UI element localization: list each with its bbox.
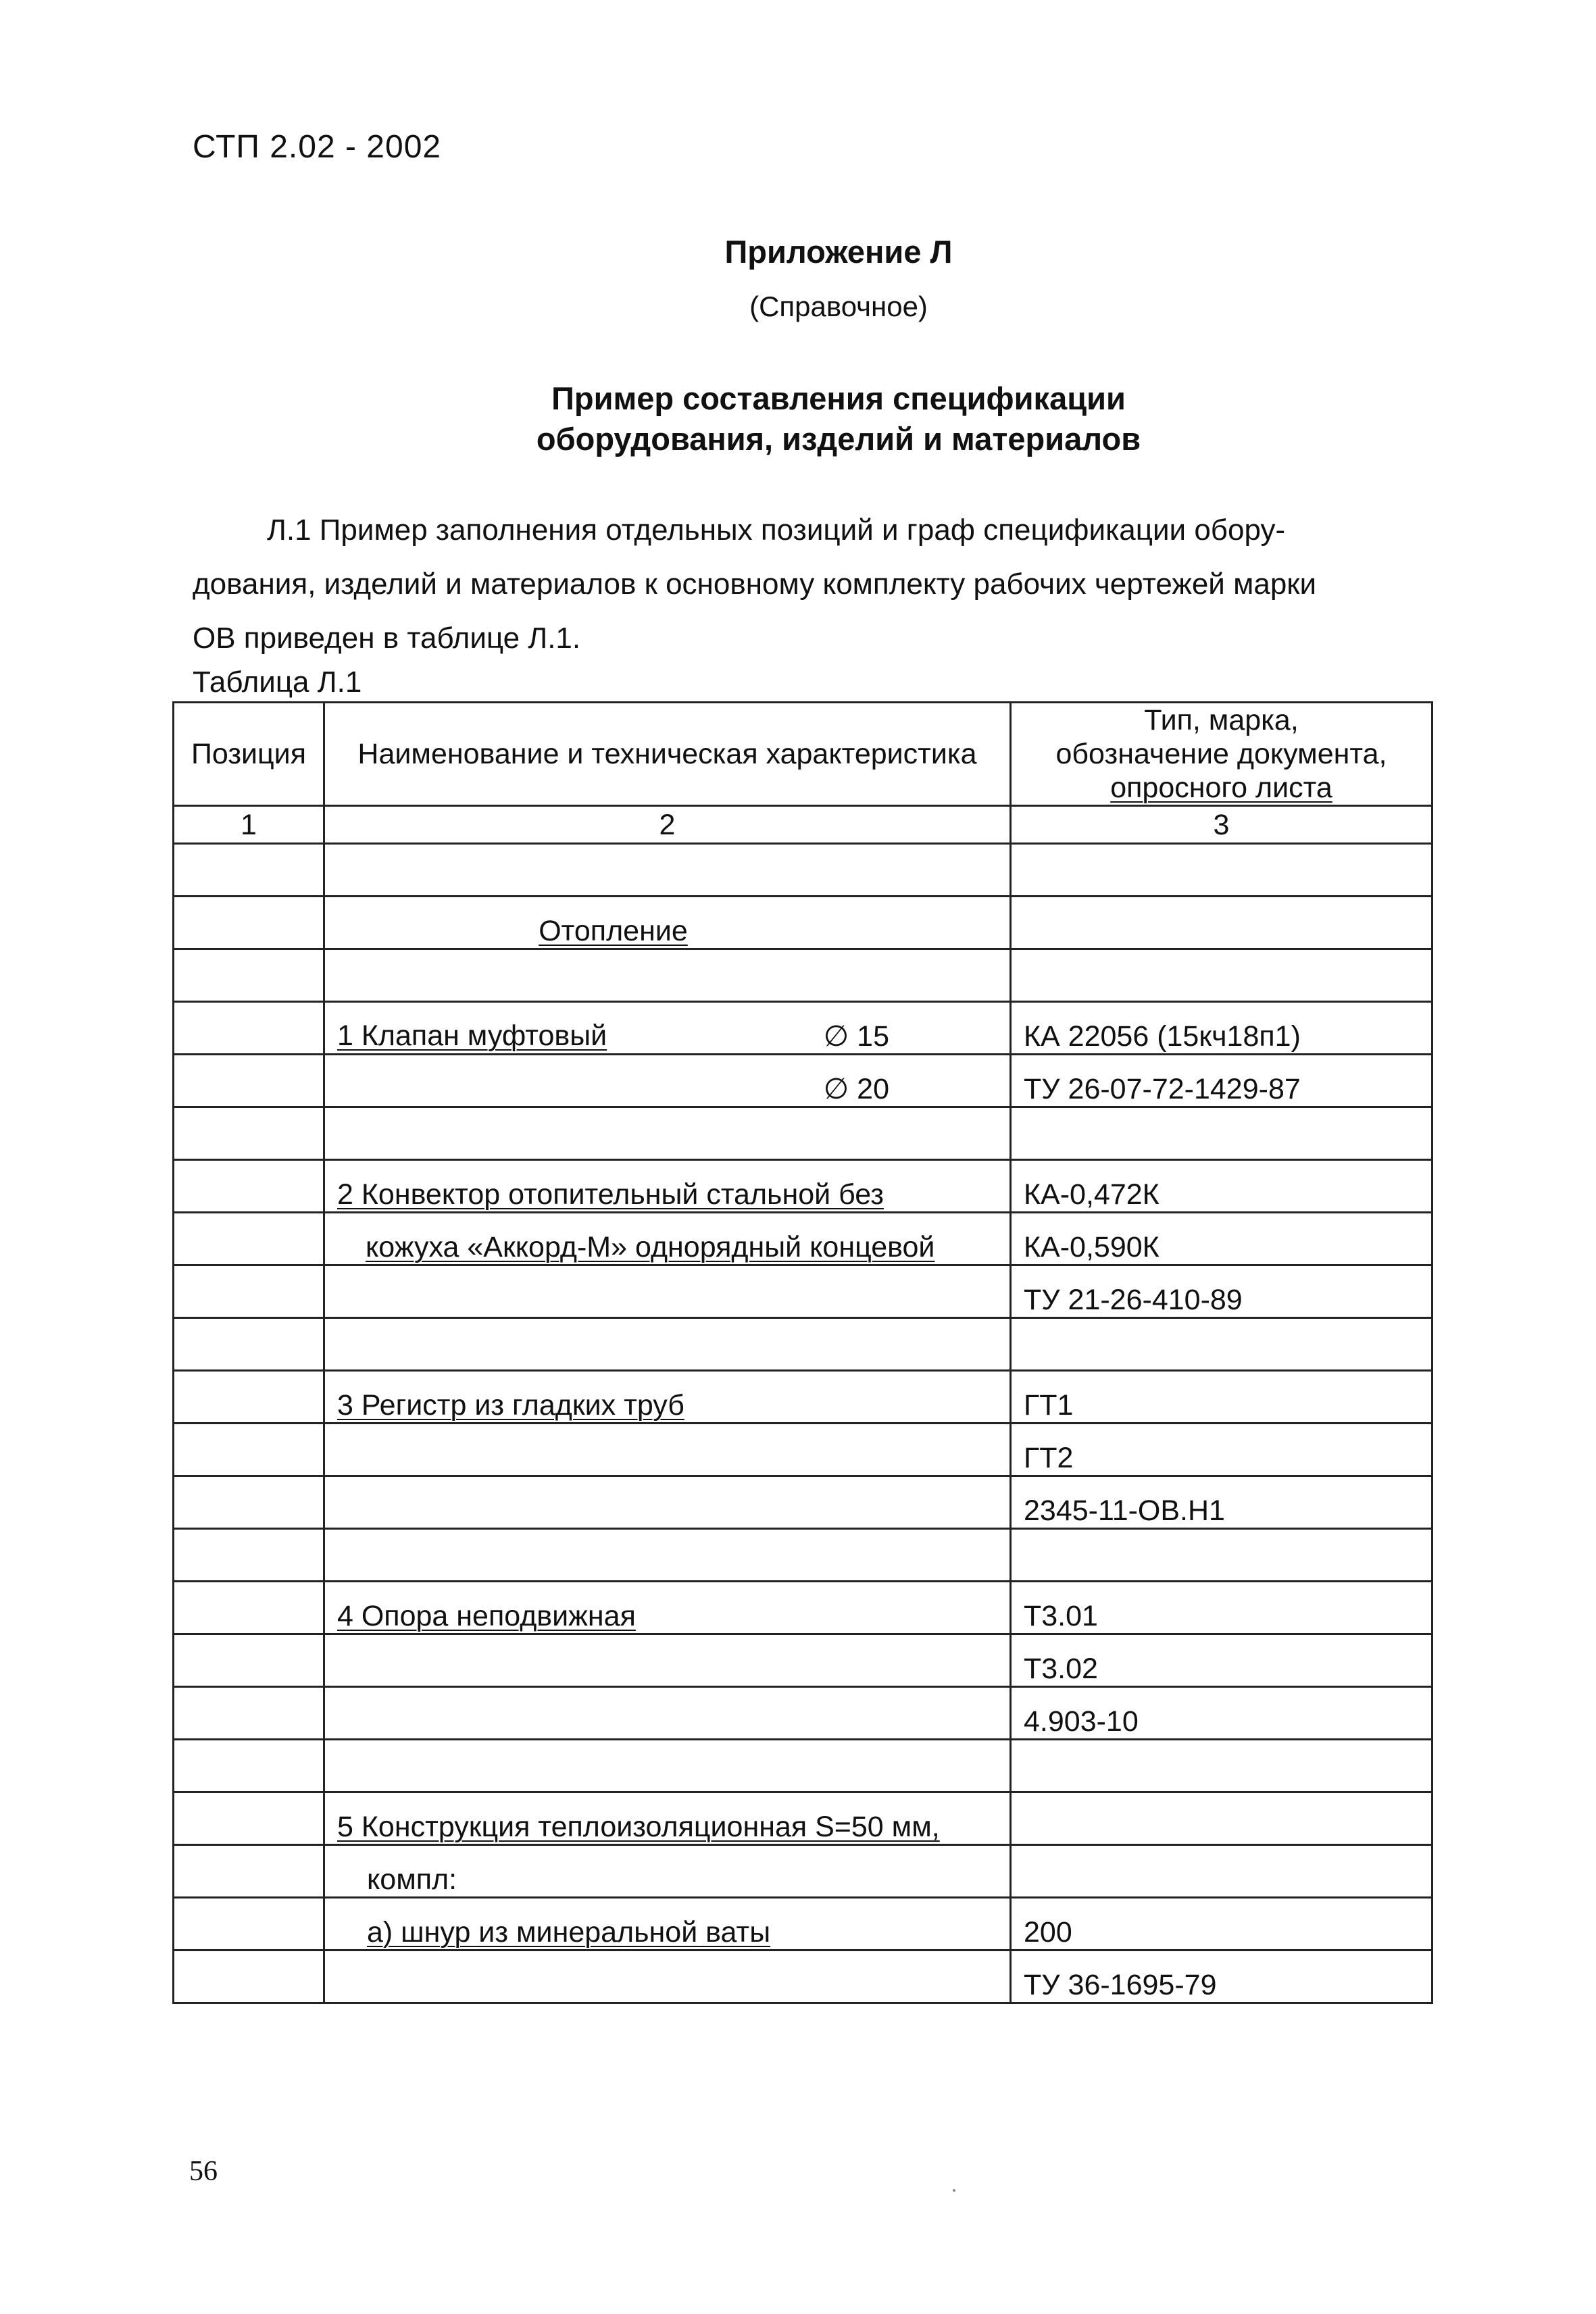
cell-type: ГТ2	[1011, 1424, 1432, 1476]
table-row	[174, 1160, 1432, 1213]
cell-name-content	[337, 1178, 997, 1211]
item-name: 5 Конструкция теплоизоляционная S=50 мм,	[337, 1811, 940, 1843]
column-number: 2	[324, 806, 1011, 844]
item-name: 1 Клапан муфтовый	[337, 1020, 607, 1052]
cell-position	[174, 1424, 324, 1476]
cell-type: ТУ 26-07-72-1429-87	[1011, 1055, 1432, 1107]
cell-name-content	[337, 1072, 997, 1106]
item-name: Отопление	[539, 915, 688, 947]
table-row	[174, 1002, 1432, 1055]
table-caption: Таблица Л.1	[193, 665, 362, 699]
item-diameter	[889, 1389, 997, 1422]
cell-name-content	[337, 915, 997, 948]
column-number-row	[174, 806, 1432, 844]
main-title-line-1: Пример составления спецификации	[551, 380, 1126, 416]
item-diameter	[940, 1811, 1011, 1844]
table-row	[174, 1424, 1432, 1476]
paragraph-line-2: дования, изделий и материалов к основному комплекту рабочих чертежей марки	[193, 568, 1317, 601]
cell-name	[324, 949, 1011, 1002]
cell-type: КА-0,590К	[1011, 1213, 1432, 1265]
cell-type: Т3.01	[1011, 1582, 1432, 1634]
cell-position	[174, 1055, 324, 1107]
cell-name	[324, 1055, 1011, 1107]
cell-position	[174, 1582, 324, 1634]
table-row	[174, 1951, 1432, 2003]
cell-name	[324, 1845, 1011, 1898]
cell-position	[174, 1371, 324, 1424]
cell-name	[324, 844, 1011, 897]
table-row	[174, 1582, 1432, 1634]
cell-type	[1011, 949, 1432, 1002]
table-header-row	[174, 703, 1432, 806]
table-row	[174, 1792, 1432, 1845]
cell-type: ТУ 21-26-410-89	[1011, 1265, 1432, 1318]
cell-position	[174, 1634, 324, 1687]
cell-name	[324, 1424, 1011, 1476]
table-row	[174, 1371, 1432, 1424]
cell-type: КА-0,472К	[1011, 1160, 1432, 1213]
item-diameter: ∅ 20	[823, 1073, 889, 1105]
item-name: 2 Конвектор отопительный стальной без	[337, 1178, 884, 1211]
item-diameter	[934, 1231, 1010, 1264]
cell-position	[174, 1265, 324, 1318]
cell-name	[324, 1634, 1011, 1687]
cell-name	[324, 897, 1011, 949]
cell-name	[324, 1740, 1011, 1792]
document-code: СТП 2.02 - 2002	[193, 129, 442, 165]
table-row	[174, 1845, 1432, 1898]
table-row	[174, 1213, 1432, 1265]
item-name: а) шнур из минеральной ваты	[367, 1916, 771, 1948]
cell-type: ТУ 36-1695-79	[1011, 1951, 1432, 2003]
cell-type: 200	[1011, 1898, 1432, 1951]
cell-type	[1011, 1529, 1432, 1582]
item-diameter: ∅ 15	[823, 1020, 889, 1053]
cell-type: Т3.02	[1011, 1634, 1432, 1687]
header-type-line-2: обозначение документа,	[1055, 738, 1387, 770]
cell-name-content	[366, 1231, 997, 1264]
cell-name	[324, 1107, 1011, 1160]
cell-position	[174, 949, 324, 1002]
main-title-line-2: оборудования, изделий и материалов	[536, 421, 1141, 457]
table-row	[174, 1476, 1432, 1529]
item-name: компл:	[367, 1863, 457, 1896]
appendix-title: Приложение Л	[724, 234, 953, 270]
main-title	[0, 378, 1596, 459]
cell-name-content	[367, 1863, 997, 1896]
item-diameter	[889, 1178, 997, 1211]
specification-table	[172, 701, 1433, 2004]
cell-name	[324, 1951, 1011, 2003]
cell-name	[324, 1687, 1011, 1740]
cell-position	[174, 1213, 324, 1265]
cell-position	[174, 1687, 324, 1740]
header-type	[1011, 703, 1432, 806]
cell-position	[174, 1107, 324, 1160]
cell-name	[324, 1265, 1011, 1318]
item-diameter	[889, 1600, 997, 1633]
intro-paragraph	[193, 503, 1355, 665]
cell-position	[174, 1318, 324, 1371]
cell-name	[324, 1792, 1011, 1845]
table-row	[174, 1740, 1432, 1792]
table-row	[174, 844, 1432, 897]
cell-position	[174, 1529, 324, 1582]
cell-type	[1011, 844, 1432, 897]
column-number: 1	[174, 806, 324, 844]
cell-name	[324, 1371, 1011, 1424]
table-row	[174, 1107, 1432, 1160]
cell-name	[324, 1898, 1011, 1951]
cell-name	[324, 1529, 1011, 1582]
cell-name-content	[337, 1811, 997, 1844]
table-row	[174, 897, 1432, 949]
item-diameter	[889, 1916, 997, 1949]
cell-position	[174, 1951, 324, 2003]
paragraph-line-3: ОВ приведен в таблице Л.1.	[193, 622, 581, 655]
cell-position	[174, 1792, 324, 1845]
header-type-line-3: опросного листа	[1110, 772, 1332, 804]
cell-position	[174, 1898, 324, 1951]
cell-type	[1011, 1792, 1432, 1845]
cell-name-content	[337, 1600, 997, 1633]
item-name: кожуха «Аккорд-М» однорядный концевой	[366, 1231, 935, 1263]
cell-name	[324, 1213, 1011, 1265]
cell-type: 4.903-10	[1011, 1687, 1432, 1740]
item-diameter	[889, 1863, 997, 1896]
cell-type: ГТ1	[1011, 1371, 1432, 1424]
cell-name-content	[367, 1916, 997, 1949]
table-body	[174, 844, 1432, 2003]
cell-name	[324, 1582, 1011, 1634]
cell-name	[324, 1002, 1011, 1055]
item-name: 4 Опора неподвижная	[337, 1600, 636, 1632]
cell-type	[1011, 1845, 1432, 1898]
table-row	[174, 1265, 1432, 1318]
header-type-line-1: Тип, марка,	[1144, 704, 1299, 736]
appendix-note: (Справочное)	[749, 291, 928, 322]
paragraph-line-1: Л.1 Пример заполнения отдельных позиций и граф спецификации обору-	[267, 513, 1286, 547]
table-row	[174, 1055, 1432, 1107]
cell-name-content	[337, 1389, 997, 1422]
header-position: Позиция	[174, 703, 324, 806]
cell-type	[1011, 1107, 1432, 1160]
table-row	[174, 1318, 1432, 1371]
scan-speck	[953, 2189, 955, 2192]
cell-position	[174, 1160, 324, 1213]
item-diameter	[688, 915, 796, 948]
page-number: 56	[189, 2156, 218, 2187]
cell-position	[174, 1476, 324, 1529]
header-name: Наименование и техническая характеристика	[324, 703, 1011, 806]
cell-name-content	[337, 1020, 997, 1053]
cell-type	[1011, 1318, 1432, 1371]
cell-type	[1011, 1740, 1432, 1792]
item-name: 3 Регистр из гладких труб	[337, 1389, 684, 1422]
table-row	[174, 949, 1432, 1002]
table-row	[174, 1898, 1432, 1951]
cell-position	[174, 897, 324, 949]
cell-name	[324, 1160, 1011, 1213]
table-row	[174, 1687, 1432, 1740]
table-row	[174, 1529, 1432, 1582]
cell-type	[1011, 897, 1432, 949]
cell-type: 2345-11-ОВ.Н1	[1011, 1476, 1432, 1529]
cell-position	[174, 1740, 324, 1792]
cell-name	[324, 1318, 1011, 1371]
cell-position	[174, 1002, 324, 1055]
cell-type: КА 22056 (15кч18п1)	[1011, 1002, 1432, 1055]
cell-position	[174, 1845, 324, 1898]
cell-position	[174, 844, 324, 897]
cell-name	[324, 1476, 1011, 1529]
column-number: 3	[1011, 806, 1432, 844]
table-row	[174, 1634, 1432, 1687]
